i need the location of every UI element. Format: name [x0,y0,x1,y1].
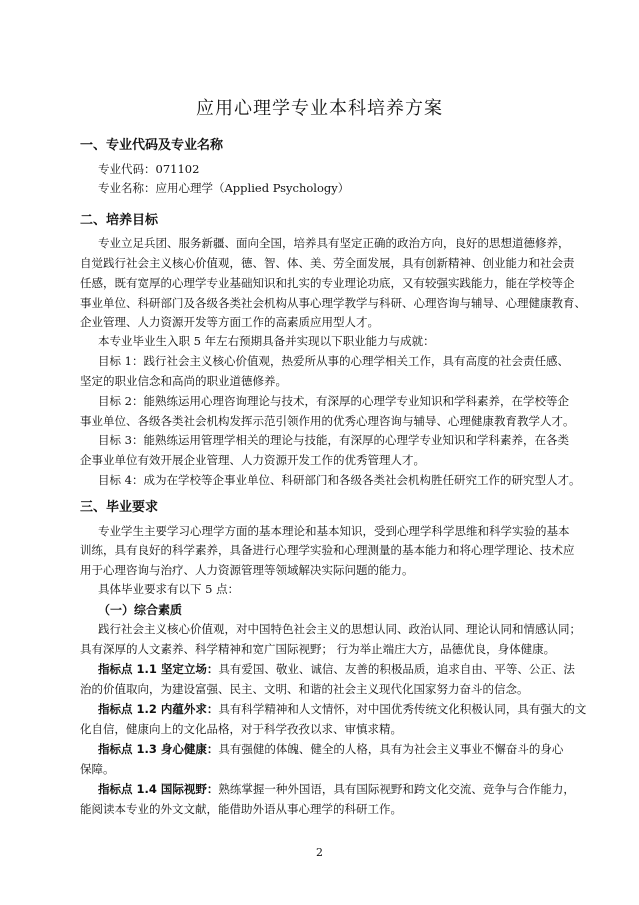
indicator-label: 指标点 1.2 内蕴外求： [98,702,219,716]
indicator-1-3-cont: 保障。 [80,762,115,776]
section2-para1-line: 自觉践行社会主义核心价值观，德、智、体、美、劳全面发展，具有创新精神、创业能力和社会责 [80,256,575,270]
indicator-1-1 [98,662,575,676]
goal1-line: 坚定的职业信念和高尚的职业道德修养。 [80,374,287,388]
indicator-1-4 [98,782,575,796]
goal3-line: 企事业单位有效开展企业管理、人力资源开发工作的优秀管理人才。 [80,453,425,467]
section2-para2: 本专业毕业生入职 5 年左右预期具备并实现以下职业能力与成就： [98,334,435,348]
major-name-line: 专业名称：应用心理学（Applied Psychology） [98,181,350,195]
indicator-1-2 [98,702,586,716]
subsection1-intro-line: 践行社会主义核心价值观，对中国特色社会主义的思想认同、政治认同、理论认同和情感认同； [98,622,581,636]
section3-para1-line: 用于心理咨询与治疗、人力资源管理等领域解决实际问题的能力。 [80,563,414,577]
indicator-text: 具有爱国、敬业、诚信、友善的积极品质，追求自由、平等、公正、法 [218,662,575,676]
section2-para1-line: 企业管理、人力资源开发等方面工作的高素质应用型人才。 [80,315,379,329]
goal2-line: 事业单位、各级各类社会机构发挥示范引领作用的优秀心理咨询与辅导、心理健康教育教学人才。 [80,414,575,428]
section3-para2: 具体毕业要求有以下 5 点： [98,582,240,596]
indicator-text: 具有科学精神和人文情怀，对中国优秀传统文化积极认同，具有强大的文 [218,702,587,716]
section2-heading: 二、培养目标 [80,213,159,228]
subsection1-intro-line: 具有深厚的人文素养、科学精神和宽广国际视野； 行为举止端庄大方，品德优良，身体健康。 [80,642,556,656]
indicator-1-3 [98,742,563,756]
section3-heading: 三、毕业要求 [80,500,159,515]
goal4-line: 目标 4：成为在学校等企事业单位、科研部门和各级各类社会机构胜任研究工作的研究型人才。 [98,473,581,487]
section2-para1-line: 事业单位、科研部门及各级各类社会机构从事心理学教学与科研、心理咨询与辅导、心理健康教育、 [80,296,586,310]
subsection1-heading: （一）综合素质 [98,603,183,617]
indicator-1-4-cont: 能阅读本专业的外文文献，能借助外语从事心理学的科研工作。 [80,802,402,816]
major-code-line: 专业代码：071102 [98,162,200,176]
indicator-text: 熟练掌握一种外国语，具有国际视野和跨文化交流、竞争与合作能力， [218,782,575,796]
indicator-label: 指标点 1.1 坚定立场： [98,662,219,676]
document-title: 应用心理学专业本科培养方案 [196,98,443,119]
goal3-line: 目标 3：能熟练运用管理学相关的理论与技能，有深厚的心理学专业知识和学科素养，在各类 [98,433,569,447]
indicator-label: 指标点 1.4 国际视野： [98,782,219,796]
page-number: 2 [316,846,323,859]
goal2-line: 目标 2：能熟练运用心理咨询理论与技术，有深厚的心理学专业知识和学科素养，在学校等企 [98,394,569,408]
section2-para1-line: 任感，既有宽厚的心理学专业基础知识和扎实的专业理论功底，又有较强实践能力，能在学校等企 [80,276,575,290]
section3-para1-line: 训练，具有良好的科学素养，具备进行心理学实验和心理测量的基本能力和将心理学理论、技术应 [80,543,575,557]
section2-para1-line: 专业立足兵团、服务新疆、面向全国，培养具有坚定正确的政治方向，良好的思想道德修养， [98,236,570,250]
indicator-1-1-cont: 治的价值取向，为建设富强、民主、文明、和谐的社会主义现代化国家努力奋斗的信念。 [80,682,529,696]
indicator-1-2-cont: 化自信，健康向上的文化品格，对于科学孜孜以求、审慎求精。 [80,722,402,736]
indicator-text: 具有强健的体魄、健全的人格，具有为社会主义事业不懈奋斗的身心 [218,742,564,756]
section3-para1-line: 专业学生主要学习心理学方面的基本理论和基本知识，受到心理学科学思维和科学实验的基本 [98,524,570,538]
section1-heading: 一、专业代码及专业名称 [80,138,224,153]
goal1-line: 目标 1：践行社会主义核心价值观，热爱所从事的心理学相关工作，具有高度的社会责任感、 [98,354,569,368]
indicator-label: 指标点 1.3 身心健康： [98,742,219,756]
